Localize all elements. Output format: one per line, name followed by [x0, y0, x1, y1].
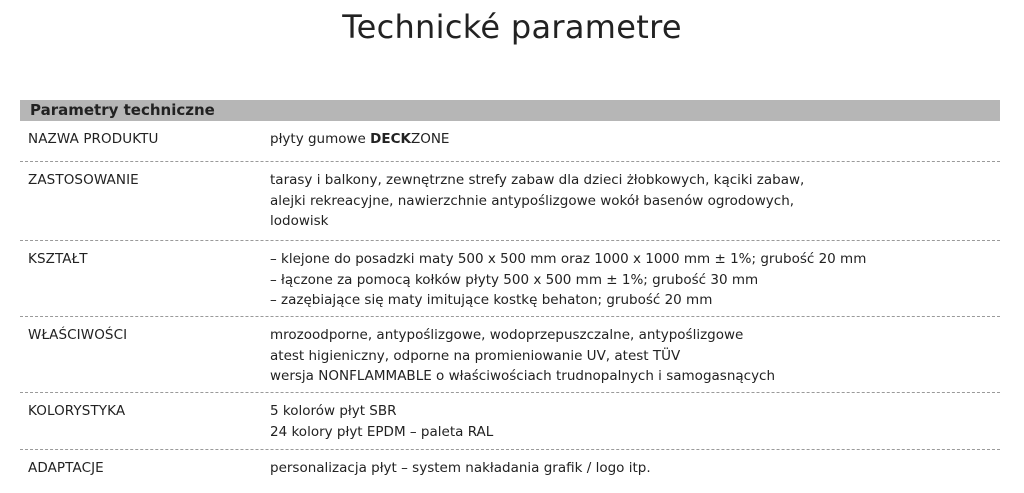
spec-row-shape — [20, 241, 1000, 317]
value-line: – klejone do posadzki maty 500 x 500 mm oraz 1000 x 1000 mm ± 1%; grubość 20 mm — [270, 251, 867, 267]
row-value — [270, 129, 990, 150]
value-line: personalizacja płyt – system nakładania grafik / logo itp. — [270, 460, 651, 476]
table-header: Parametry techniczne — [20, 100, 1000, 121]
row-label: NAZWA PRODUKTU — [28, 131, 159, 147]
spec-row-product-name — [20, 121, 1000, 162]
row-label: KOLORYSTYKA — [28, 403, 126, 419]
value-line: 5 kolorów płyt SBR — [270, 403, 397, 419]
row-value — [270, 458, 990, 479]
row-label: WŁAŚCIWOŚCI — [28, 327, 128, 343]
page-title: Technické parametre — [342, 8, 682, 46]
value-line: lodowisk — [270, 213, 329, 229]
value-line: tarasy i balkony, zewnętrzne strefy zabaw dla dzieci żłobkowych, kąciki zabaw, — [270, 172, 805, 188]
value-line: atest higieniczny, odporne na promieniowanie UV, atest TÜV — [270, 347, 681, 364]
spec-row-application — [20, 162, 1000, 241]
row-value — [270, 325, 990, 387]
spec-row-adaptations — [20, 450, 1000, 490]
value-line: wersja NONFLAMMABLE o właściwościach trudnopalnych i samogasnących — [270, 368, 776, 384]
row-value — [270, 249, 990, 311]
value-line: mrozoodporne, antypoślizgowe, wodoprzepuszczalne, antypoślizgowe — [270, 327, 744, 343]
value-line: 24 kolory płyt EPDM – paleta RAL — [270, 423, 494, 440]
product-name-suffix: ZONE — [410, 131, 450, 147]
value-line: alejki rekreacyjne, nawierzchnie antypoślizgowe wokół basenów ogrodowych, — [270, 192, 795, 209]
row-label: ZASTOSOWANIE — [28, 172, 139, 188]
row-value — [270, 170, 990, 232]
product-name-prefix: płyty gumowe — [270, 131, 371, 147]
spec-table — [20, 100, 1000, 490]
value-line: – łączone za pomocą kołków płyty 500 x 500 mm ± 1%; grubość 30 mm — [270, 271, 759, 288]
row-value — [270, 401, 990, 442]
spec-row-properties — [20, 317, 1000, 393]
value-line: – zazębiające się maty imitujące kostkę behaton; grubość 20 mm — [270, 292, 713, 308]
spec-row-colors — [20, 393, 1000, 450]
row-label: KSZTAŁT — [28, 251, 88, 267]
row-label: ADAPTACJE — [28, 460, 104, 476]
product-name-bold: DECK — [370, 131, 411, 147]
